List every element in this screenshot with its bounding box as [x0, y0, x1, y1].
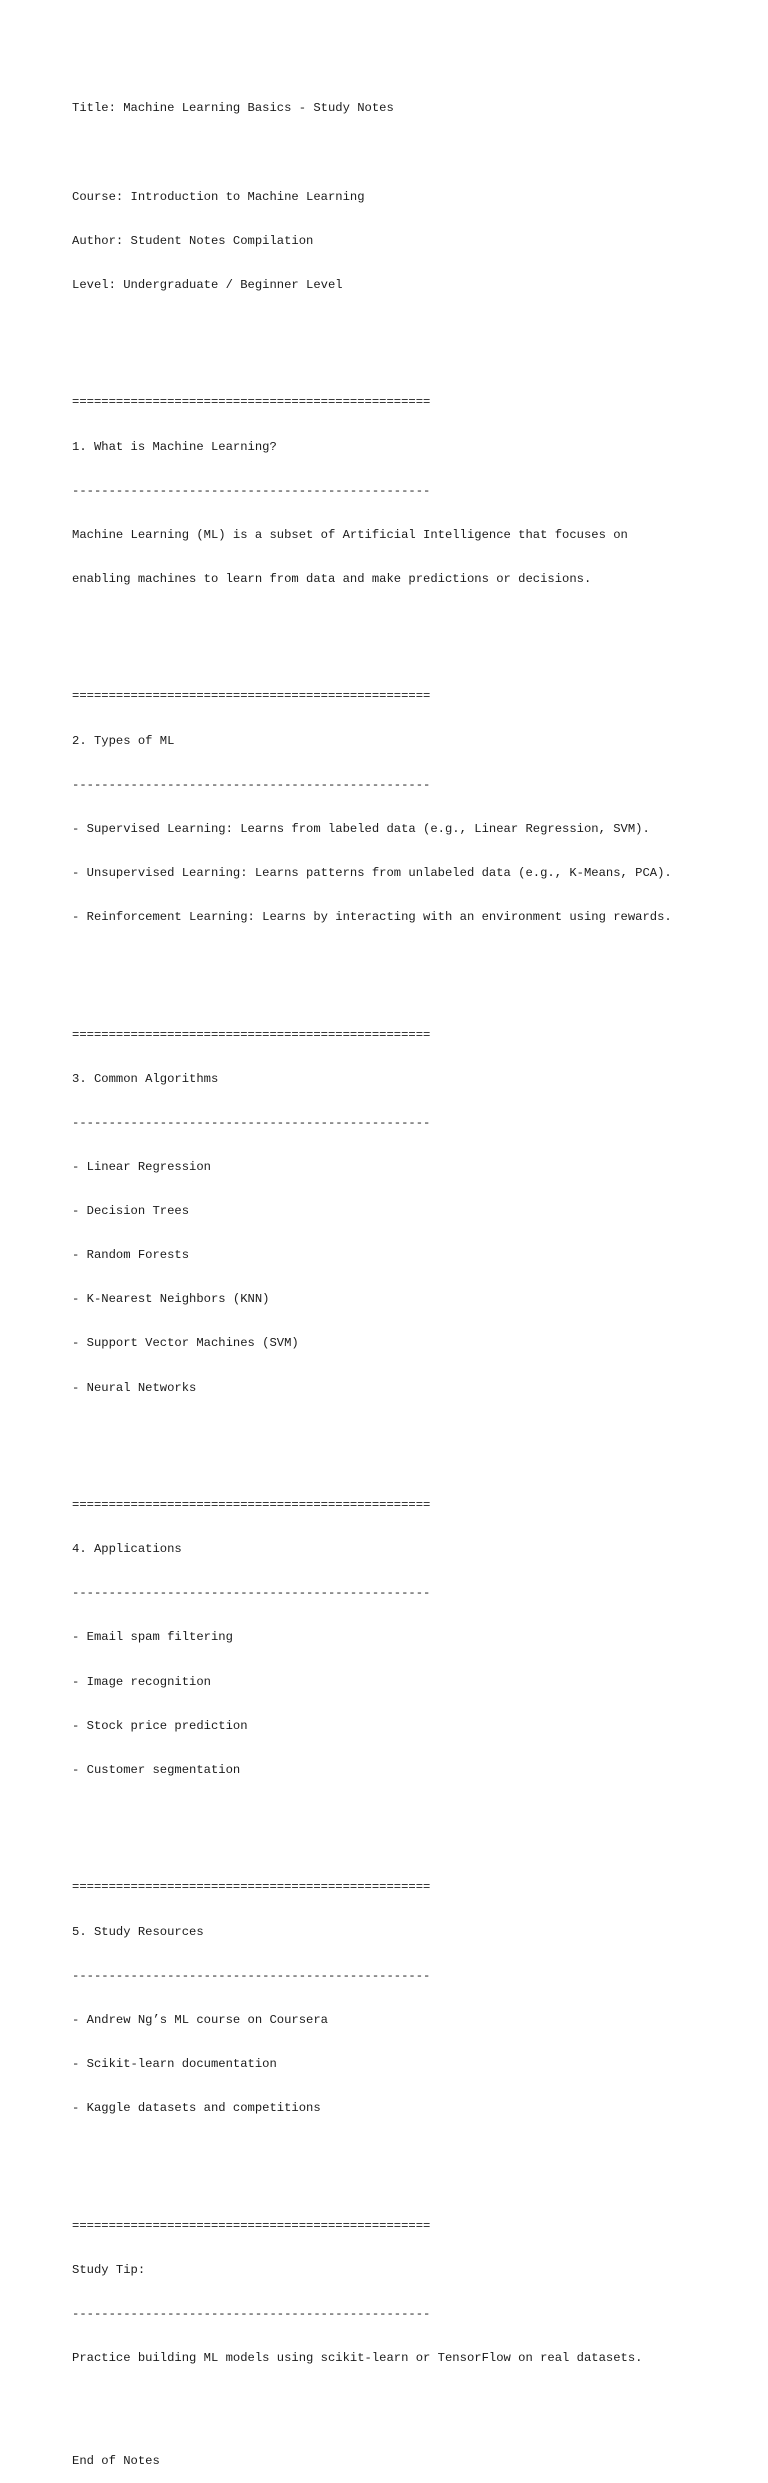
- list-item: - Andrew Ng’s ML course on Coursera: [72, 2012, 328, 2027]
- double-rule: =================================================: [72, 2218, 431, 2233]
- level-line: Level: Undergraduate / Beginner Level: [72, 277, 343, 292]
- section-heading: 1. What is Machine Learning?: [72, 439, 277, 454]
- section-heading: 2. Types of ML: [72, 733, 175, 748]
- list-item: - Random Forests: [72, 1248, 190, 1263]
- double-rule: =================================================: [72, 1498, 431, 1513]
- study-tip-text: Practice building ML models using scikit-learn or TensorFlow on real datasets.: [72, 2350, 643, 2365]
- list-item: - K-Nearest Neighbors (KNN): [72, 1292, 270, 1307]
- section-heading: 3. Common Algorithms: [72, 1071, 219, 1086]
- spacer: [72, 954, 732, 969]
- section-heading: Study Tip:: [72, 2262, 146, 2277]
- double-rule: =================================================: [72, 1880, 431, 1895]
- spacer: [72, 1807, 732, 1822]
- list-item: - Unsupervised Learning: Learns patterns from unlabeled data (e.g., K-Means, PCA).: [72, 865, 672, 880]
- double-rule: =================================================: [72, 689, 431, 704]
- list-item: - Linear Regression: [72, 1159, 211, 1174]
- single-rule: -------------------------------------------------: [72, 483, 431, 498]
- double-rule: =================================================: [72, 395, 431, 410]
- spacer: [72, 2395, 732, 2410]
- single-rule: -------------------------------------------------: [72, 2306, 431, 2321]
- list-item: - Support Vector Machines (SVM): [72, 1336, 299, 1351]
- spacer: [72, 322, 732, 337]
- document-title: Title: Machine Learning Basics - Study Notes: [72, 101, 394, 116]
- spacer: [72, 146, 732, 161]
- list-item: - Reinforcement Learning: Learns by interacting with an environment using rewards.: [72, 910, 672, 925]
- course-line: Course: Introduction to Machine Learning: [72, 189, 365, 204]
- single-rule: -------------------------------------------------: [72, 1968, 431, 1983]
- single-rule: -------------------------------------------------: [72, 1115, 431, 1130]
- section-heading: 4. Applications: [72, 1542, 182, 1557]
- list-item: - Decision Trees: [72, 1204, 190, 1219]
- list-item: - Kaggle datasets and competitions: [72, 2100, 321, 2115]
- author-line: Author: Student Notes Compilation: [72, 233, 314, 248]
- list-item: - Email spam filtering: [72, 1630, 233, 1645]
- spacer: [72, 616, 732, 631]
- list-item: - Image recognition: [72, 1674, 211, 1689]
- section-line: enabling machines to learn from data and make predictions or decisions.: [72, 571, 592, 586]
- spacer: [72, 1425, 732, 1440]
- section-heading: 5. Study Resources: [72, 1924, 204, 1939]
- list-item: - Supervised Learning: Learns from labeled data (e.g., Linear Regression, SVM).: [72, 821, 650, 836]
- section-line: Machine Learning (ML) is a subset of Artificial Intelligence that focuses on: [72, 527, 628, 542]
- spacer: [72, 2145, 732, 2160]
- single-rule: -------------------------------------------------: [72, 777, 431, 792]
- double-rule: =================================================: [72, 1027, 431, 1042]
- study-notes-document: [72, 72, 732, 2483]
- list-item: - Neural Networks: [72, 1380, 197, 1395]
- list-item: - Scikit-learn documentation: [72, 2056, 277, 2071]
- list-item: - Customer segmentation: [72, 1762, 241, 1777]
- single-rule: -------------------------------------------------: [72, 1586, 431, 1601]
- list-item: - Stock price prediction: [72, 1718, 248, 1733]
- end-of-notes: End of Notes: [72, 2453, 160, 2468]
